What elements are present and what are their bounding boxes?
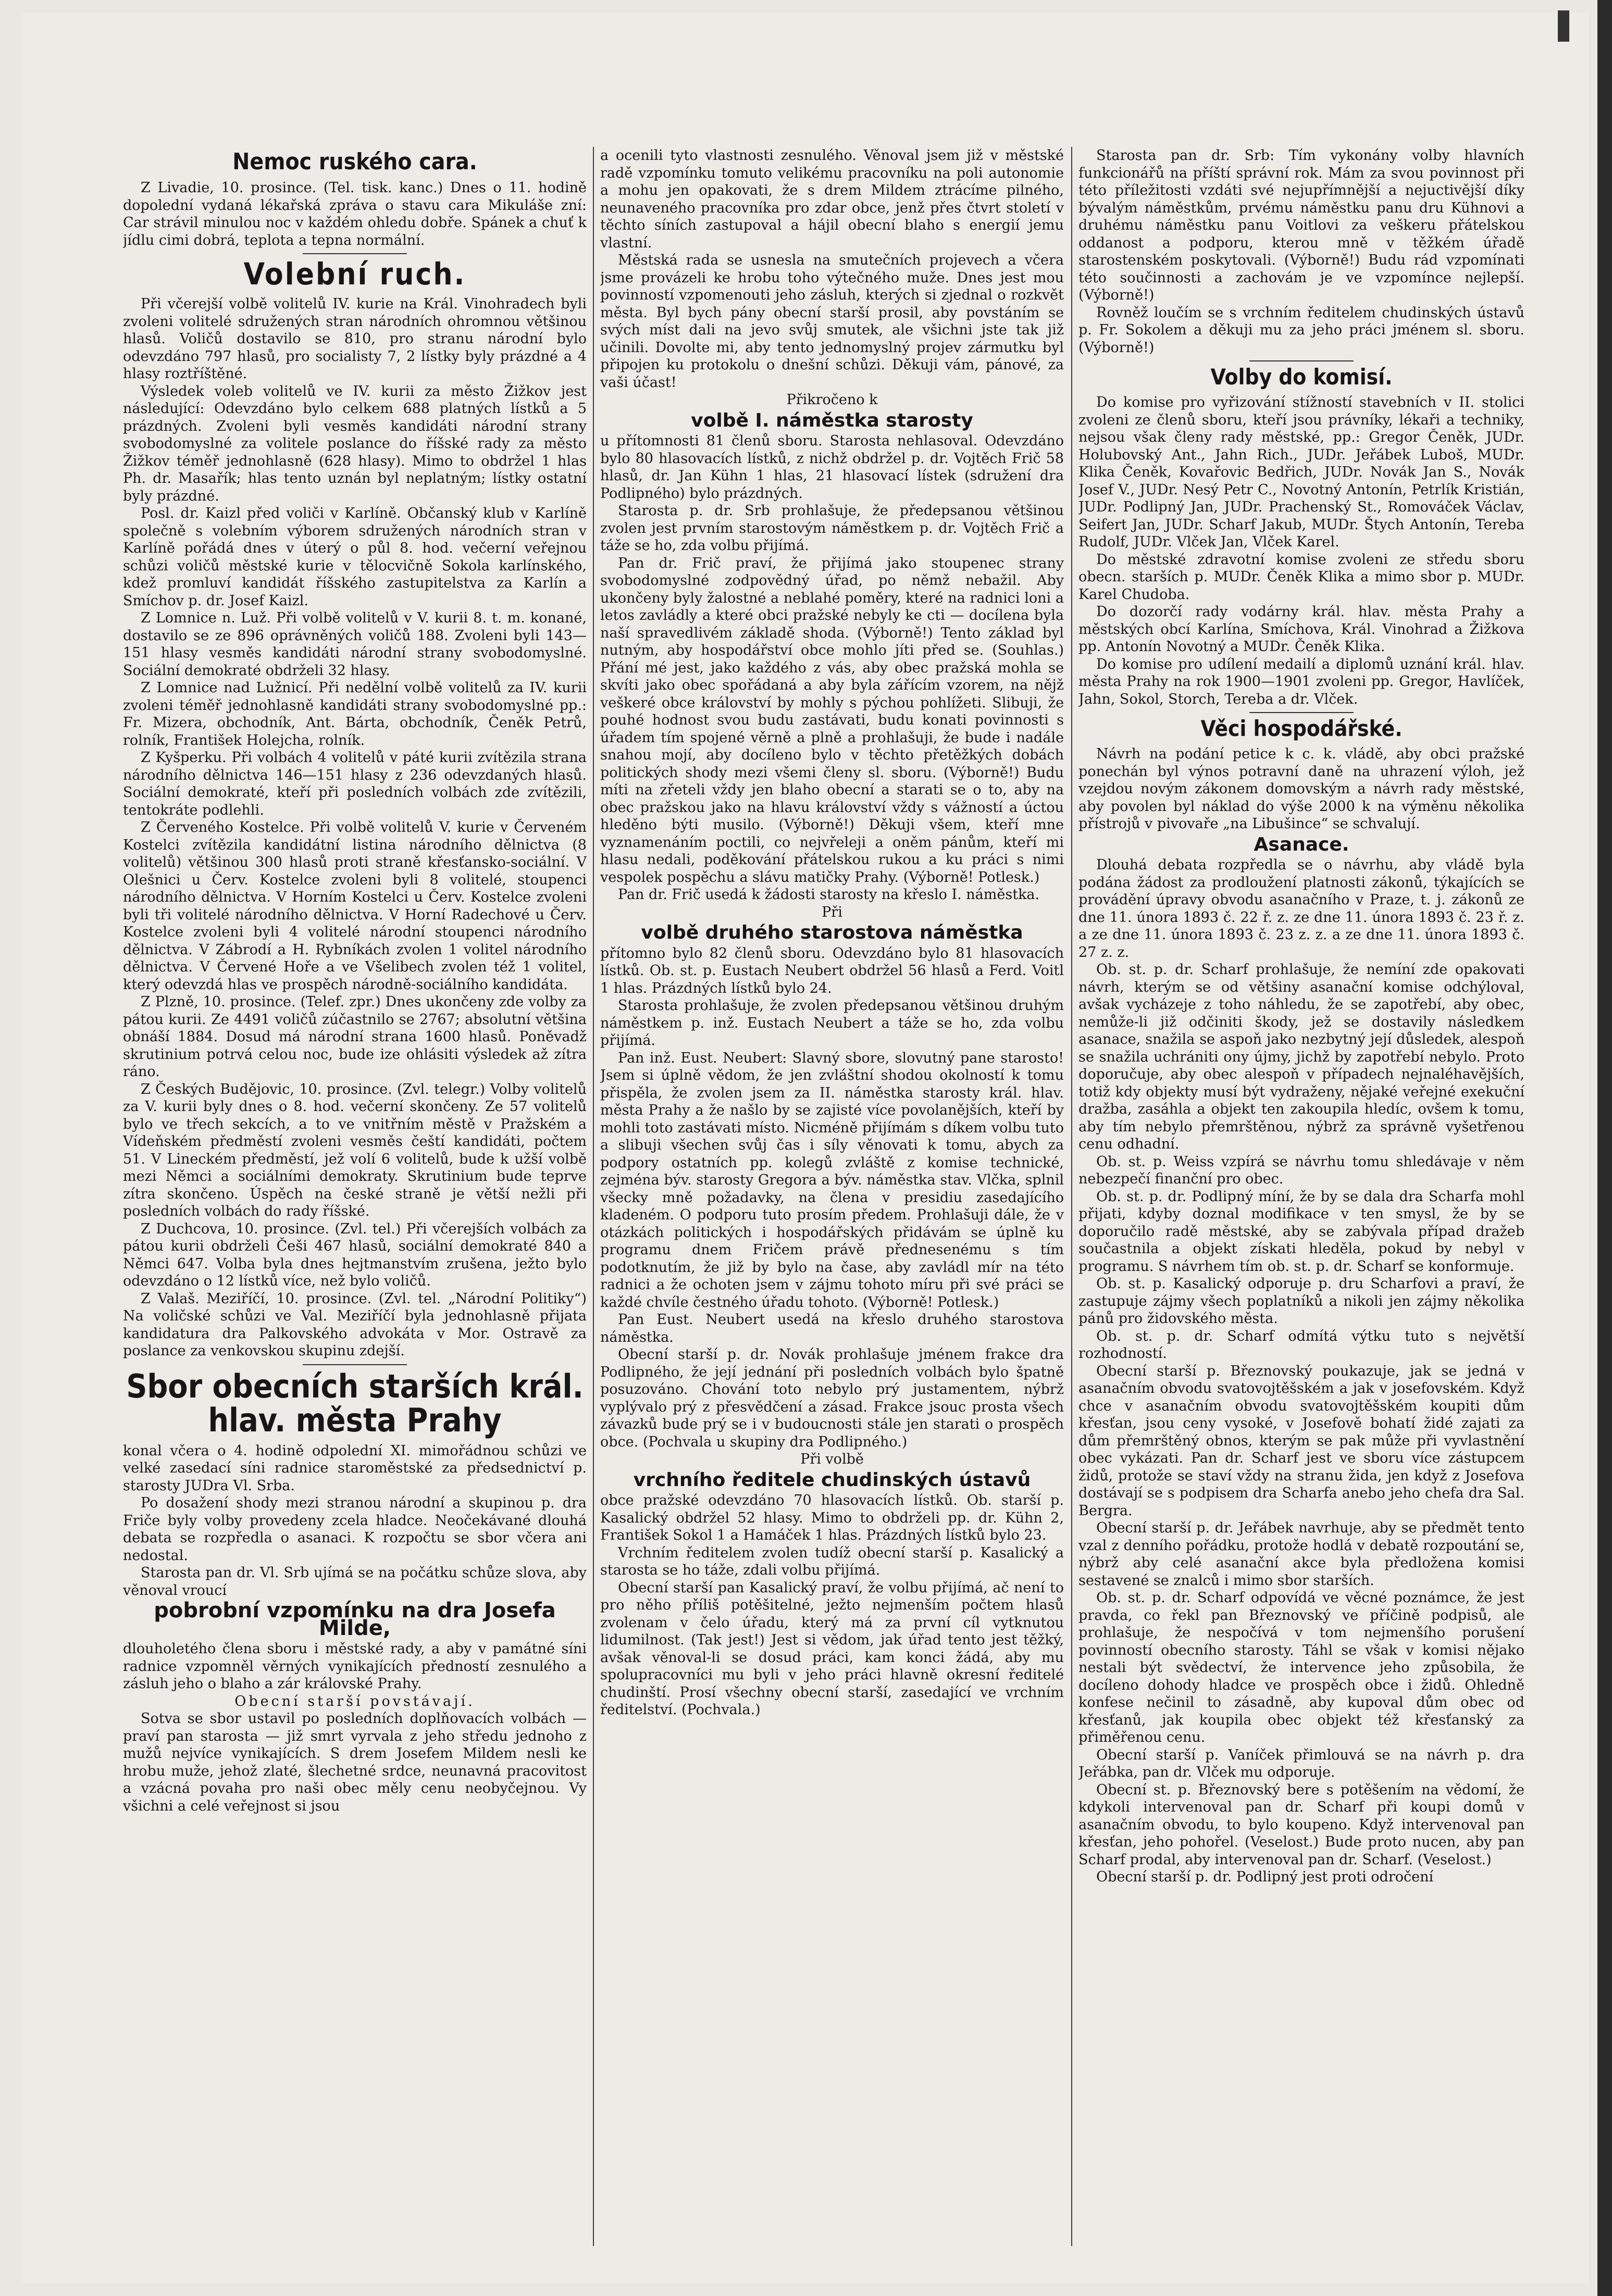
article-paragraph: Ob. st. p. dr. Podlipný míní, že by se dala dra Scharfa mohl přijati, kdyby doznal modifikace v ten smysl, že by se doporučilo radě městské, aby se zabývala případ dražeb součastnila a objekt získati hleděla, pokud by nebyl v programu. S návrhem tím ob. st. p. dr. Scharf se konformuje. — [1078, 1188, 1524, 1275]
article-paragraph: dlouholetého člena sboru i městské rady, a aby v památné síni radnice vzpomněl věrných vynikajících předností zesnulého a zásluh jeho o blaho a zár královské Prahy. — [123, 1641, 587, 1692]
article-paragraph: Po dosažení shody mezi stranou národní a skupinou p. dra Friče byly volby provedeny zcela hladce. Neočekávané dlouhá debata se rozpředla o asanaci. K rozpočtu se sbor včera ani nedostal. — [123, 1495, 587, 1564]
article-paragraph: Obecní starší pan Kasalický praví, že volbu přijímá, ač není to pro něho příliš potěšitelné, ježto nejmenším počtem hlasů zvolenam v čelo úřadu, který má za první cíl vytknutou lidumilnost. (Tak jest!) Jest si vědom, jak úřad tento jest těžký, avšak věnoval-li se dosud práci, kam konci žádá, aby mu spolupracovníci mu byli v jeho práci hlavně okresní ředitelé chudinští. Prosí všechny obecní starší, zasedající ve vrchním ředitelství. (Pochvala.) — [600, 1579, 1064, 1718]
article-paragraph: Ob. st. p. dr. Scharf prohlašuje, že nemíní zde opakovati návrh, kterým se od většiny asanační komise odchýloval, avšak vycházeje z toho náhledu, že se zapotřebí, aby obec, nemůže-li již odčiniti škody, jež se dostavily následkem asanace, snažila se aspoň jako nezbytný její důsledek, alespoň se snažila uchrániti ony újmy, jichž by zapotřebí nebylo. Proto doporučuje, aby obec alespoň v případech nejnaléhavějších, totiž kdy objekty musí být vydraženy, nějaké veřejné exekuční dražba, zasáhla a objekt ten zakoupila hledíc, ovšem k tomu, aby tím nebylo přemrštěnou, nýbrž za správně vyšetřenou cenu odhadní. — [1078, 962, 1524, 1153]
article-paragraph: Městská rada se usnesla na smutečních projevech a včera jsme provázeli ke hrobu toho výtečného muže. Dnes jest mou povinností vzpomenouti jeho zásluh, kterých si zjednal o rozkvět města. Byl bych pány obecní starší prosil, aby povstáním se svých míst dali na jevo svůj smutek, ale všichni jste tak již učinili. Dovolte mi, aby tento jednomyslný projev zármutku byl připojen ku protokolu o dnešní schůzi. Děkuji vám, pánové, za vaši účast! — [600, 252, 1064, 391]
article-paragraph: Do dozorčí rady vodárny král. hlav. města Prahy a městských obcí Karlína, Smíchova, Král. Vinohrad a Žižkova pp. Antonín Novotný a MUDr. Čeněk Klika. — [1078, 604, 1524, 655]
subhead-milde: pobrobní vzpomínku na dra Josefa Milde, — [154, 1599, 556, 1640]
article-paragraph: Návrh na podání petice k c. k. vládě, aby obci pražské ponechán byl výnos potravní daně na uhrazení výloh, jež vzejdou novým zákonem domovským a návrh rady městské, aby povolen byl náklad do výše 2000 k na výměnu několika přístrojů v pivovaře „na Libušince“ se schvalují. — [1078, 746, 1524, 832]
article-paragraph: Z Lomnice nad Lužnicí. Při nedělní volbě volitelů za IV. kurii zvoleni téměř jednohlasně kandidáti strany svobodomyslné pp.: Fr. Mizera, obchodník, Ant. Bárta, obchodník, Čeněk Petrů, rolník, František Holejcha, rolník. — [123, 680, 587, 748]
article-paragraph: Vrchním ředitelem zvolen tudíž obecní starší p. Kasalický a starosta se ho táže, zdali volbu přijímá. — [600, 1544, 1064, 1578]
subhead-volba-2: volbě druhého starostova náměstka — [641, 922, 1023, 943]
subhead-asanace: Asanace. — [1254, 833, 1349, 855]
article-paragraph: Obecní starší p. Březnovský poukazuje, jak se jedná v asanačním obvodu svatovojtěšském a jak v josefovském. Když chce v asanačním obvodu svatovojtěšském koupiti dům křesťan, jsou ceny vysoké, v Josefově bohatí židé zajati za dům přemrštěný obnos, kterým se pak může při vyvlastnění obec vykázati. Pan dr. Scharf jest ve sboru více zástupcem židů, protože se staví vždy na stranu žida, jen když z Josefova dostávají se s podpisem dra Scharfa anebo jeho chefa dra Sal. Bergra. — [1078, 1363, 1524, 1519]
headline-sbor: Sbor obecních starších král. hlav. města Prahy — [126, 1367, 584, 1439]
article-paragraph: Při včerejší volbě volitelů IV. kurie na Král. Vinohradech byli zvoleni volitelé sdružených stran národních ohromnou většinou hlasů. Voličů dostavilo se 810, pro stranu národní bylo odevzdáno 797 hlasů, pro socialisty 7, 2 lístky byly prázdné a 4 hlasy roztříštěné. — [123, 296, 587, 382]
subhead-reditel: vrchního ředitele chudinských ústavů — [633, 1469, 1031, 1491]
article-paragraph: Ob. st. p. Weiss vzpírá se návrhu tomu shledávaje v něm nebezpečí finanční pro obec. — [1078, 1153, 1524, 1188]
divider — [303, 253, 407, 254]
article-paragraph: Přikročeno k — [786, 392, 878, 408]
article-paragraph: Starosta pan dr. Srb: Tím vykonány volby hlavních funkcionářů na příští správní rok. Mám za svou povinnost při této příležitosti vzdáti své nejupřímnější a nejuctivější díky bývalým náměstkům, prvému náměstku panu dru Kühnovi a druhému náměstku panu Voitlovi za veškeru přátelskou oddanost a podporu, kterou mně v těžkém úřadě starostenském poskytovali. (Výborně!) Budu rád vzpomínati této součinnosti a zachovám je ve vzpomínce nejlepší. (Výborně!) — [1078, 147, 1524, 303]
article-paragraph: Do městské zdravotní komise zvoleni ze středu sboru obecn. starších p. MUDr. Čeněk Klika a mimo sbor p. MUDr. Karel Chudoba. — [1078, 551, 1524, 603]
article-paragraph: Obecní starší p. Vaníček přimlouvá se na návrh p. dra Jeřábka, pan dr. Vlček mu odporuje. — [1078, 1746, 1524, 1781]
article-paragraph: Starosta p. dr. Srb prohlašuje, že předepsanou většinou zvolen jest prvním starostovým náměstkem p. dr. Vojtěch Frič a táže se ho, zda volbu přijímá. — [600, 503, 1064, 554]
headline-veci-hospodarske: Věci hospodářské. — [1200, 716, 1403, 742]
article-paragraph: Při volbě — [800, 1451, 864, 1467]
article-paragraph: Z Livadie, 10. prosince. (Tel. tisk. kanc.) Dnes o 11. hodině dopolední vydaná lékařská zpráva o stavu cara Mikuláše zní: Car strávil minulou noc v každém ohledu dobře. Spánek a chuť k jídlu cimi dobrá, teplota a tepna normální. — [123, 180, 587, 248]
article-paragraph: Obecní st. p. Březnovský bere s potěšením na vědomí, že kdykoli intervenoval pan dr. Scharf při koupi domů v asanačním obvodu, to bylo koupeno. Když intervenoval pan křesťan, jeho pohořel. (Veselost.) Bude proto nucen, aby pan Scharf prodal, aby intervenoval pan dr. Scharf. (Veselost.) — [1078, 1781, 1524, 1868]
article-paragraph: konal včera o 4. hodině odpolední XI. mimořádnou schůzi ve velké zasedací síni radnice staroměstské za předsednictví p. starosty JUDra Vl. Srba. — [123, 1442, 587, 1494]
article-paragraph: Ob. st. p. dr. Scharf odpovídá ve věcné poznámce, že jest pravda, co řekl pan Březnovský ve příčině podpisů, ale prohlašuje, že nespočívá v tom nejmenšího porušení povinností obecního starosty. Táhl se však v komisi nějako nestali být svědectví, že intervence jeho způsobila, že docíleno dohody hladce ve prospěch obce i židů. Ohledně konfese nečinil to zásadně, aby kupoval dům obec od křesťanů, jak koupila obec objekt též křesťanský za přiměřenou cenu. — [1078, 1590, 1524, 1746]
divider — [1249, 712, 1354, 713]
scan-edge — [1597, 0, 1612, 2296]
article-paragraph: Z Lomnice n. Luž. Při volbě volitelů v V. kurii 8. t. m. konané, dostavilo se ze 896 oprávněných voličů 188. Zvoleni byli 143—151 hlasy vesměs kandidáti národní strany svobodomyslné. Sociální demokraté obdrželi 32 hlasy. — [123, 610, 587, 679]
headline-cara: Nemoc ruského cara. — [232, 148, 477, 175]
article-paragraph: Do komise pro udílení medailí a diplomů uznání král. hlav. města Prahy na rok 1900—1901 zvoleni pp. Gregor, Havlíček, Jahn, Sokol, Storch, Tereba a dr. Vlček. — [1078, 656, 1524, 707]
column-2 — [600, 147, 1064, 2251]
article-paragraph: Starosta prohlašuje, že zvolen předepsanou většinou druhým náměstkem p. inž. Eustach Neubert a táže se ho, zda volbu přijímá. — [600, 997, 1064, 1049]
article-paragraph: u přítomnosti 81 členů sboru. Starosta nehlasoval. Odevzdáno bylo 80 hlasovacích lístků, z nichž obdržel p. dr. Vojtěch Frič 58 hlasů, dr. Jan Kühn 1 hlas, 21 hlasovací lístek (sdružení dra Podlipného) bylo prázdných. — [600, 433, 1064, 502]
scan-mark — [1558, 10, 1569, 42]
column-1 — [123, 147, 587, 2251]
article-paragraph: Sotva se sbor ustavil po posledních doplňovacích volbách — praví pan starosta — již smrt vyrvala z jeho středu jednoho z mužů nejvíce vynikajících. S drem Josefem Mildem nesli ke hrobu muže, jehož zlaté, šlechetné srdce, neunavná pracovitost a vzácná povaha pro naši obec měly cenu neobyčejnou. Vy všichni a celé veřejnost si jsou — [123, 1711, 587, 1814]
article-paragraph: Rovněž loučím se s vrchním ředitelem chudinských ústavů p. Fr. Sokolem a děkuji mu za jeho práci jménem sl. sboru. (Výborně!) — [1078, 304, 1524, 356]
divider — [303, 1364, 407, 1365]
article-paragraph: Pan Eust. Neubert usedá na křeslo druhého starostova náměstka. — [600, 1312, 1064, 1345]
article-paragraph: Z Duchcova, 10. prosince. (Zvl. tel.) Při včerejších volbách za pátou kurii obdrželi Češi 467 hlasů, sociální demokraté 840 a Němci 647. Volba byla dnes hejtmanstvím zrušena, ježto bylo odevzdáno o 12 lístků více, než bylo voličů. — [123, 1220, 587, 1290]
article-paragraph: Ob. st. p. Kasalický odporuje p. dru Scharfovi a praví, že zastupuje zájmy všech poplatníků a nikoli jen zájmy několika pánů pro židovského města. — [1078, 1276, 1524, 1327]
column-rule-1 — [593, 147, 594, 2246]
article-paragraph: a ocenili tyto vlastnosti zesnulého. Věnoval jsem již v městské radě vzpomínku tomuto velikému pracovníku na poli autonomie a mohu jen opakovati, že s drem Mildem ztrácíme pilného, neunaveného pracovníka pro zdar obce, jenž přes čtvrt století v těchto síních zastupoval a hájil obecní blaho s energií jemu vlastní. — [600, 147, 1064, 251]
article-paragraph: přítomno bylo 82 členů sboru. Odevzdáno bylo 81 hlasovacích lístků. Ob. st. p. Eustach Neubert obdržel 56 hlasů a Ferd. Voitl 1 hlas. Prázdných lístků bylo 24. — [600, 945, 1064, 996]
headline-volby-komisi: Volby do komisí. — [1210, 364, 1393, 390]
divider — [1249, 360, 1354, 361]
article-paragraph: Dlouhá debata rozpředla se o návrhu, aby vládě byla podána žádost za prodloužení platnosti zákonů, týkajících se provádění úpravy obvodu asanačního v Praze, t. j. zákonů ze dne 11. února 1893 č. 22 ř. z. ze dne 11. února 1893 č. 23 ř. z. a ze dne 11. února 1893 č. 23 z. z. a ze dne 11. února 1893 č. 27 z. z. — [1078, 857, 1524, 960]
article-paragraph: Pan inž. Eust. Neubert: Slavný sbore, slovutný pane starosto! Jsem si úplně vědom, že jen zvláštní shodou okolností k tomu přispěla, že zvolen jsem za II. náměstka starosty král. hlav. města Prahy a že našlo by se zajisté více povolanějších, kteří by mohli toto zastávati místo. Nicméně přijímám s díkem volbu tuto a slibuji všechen svůj čas i síly věnovati k tomu, abych za podpory ostatních pp. kolegů zvláště z komise technické, zejména býv. starosty Gregora a býv. náměstka stav. Vlčka, splnil všecky mně požadavky, na člena v presidiu zasedajícího kladeném. O podporu tuto prosím předem. Prohlašuji dále, že v otázkách politických i hospodářských přidávám se úplně ku programu dnem Fričem právě přednesenému s tím podotknutím, že již by bylo na čase, aby zavládl mír na této radnici a že ochoten jsem v zájmu tohoto míru při své práci se každé chvíle čestného úřadu tohoto. (Výborně! Potlesk.) — [600, 1050, 1064, 1311]
article-paragraph: Z Plzně, 10. prosince. (Telef. zpr.) Dnes ukončeny zde volby za pátou kurii. Ze 4491 voličů zúčastnilo se 2767; absolutní většina obnáší 1884. Dosud má národní strana 1600 hlasů. Poněvadž skrutinium potrvá celou noc, bude ize ohlásiti výsledek až zítra ráno. — [123, 994, 587, 1080]
column-3 — [1078, 147, 1524, 2251]
article-paragraph: Ob. st. p. dr. Scharf odmítá výtku tuto s největší rozhodností. — [1078, 1328, 1524, 1362]
article-paragraph: Obecní starší povstávají. — [234, 1693, 475, 1709]
article-paragraph: Z Kyšperku. Při volbách 4 volitelů v páté kurii zvítězila strana národního dělnictva 146—151 hlasy z 236 odevzdaných hlasů. Sociální demokraté, kteří při posledních volbách zde zvítězili, tentokráte podlehli. — [123, 750, 587, 818]
article-paragraph: Z Českých Budějovic, 10. prosince. (Zvl. telegr.) Volby volitelů za V. kurii byly dnes o 8. hod. večerní skončeny. Ze 57 volitelů bylo ve třech sekcích, a to ve vnitřním městě v Pražském a Vídeňském předměstí zvoleni vesměs čeští kandidáti, počtem 51. V Lineckém předměstí, jež volí 6 volitelů, bude k užší volbě mezi Němci a sociálními demokraty. Skrutinium bude teprve zítra skončeno. Úspěch na české straně je větší nežli při posledních volbách do rady říšské. — [123, 1081, 587, 1220]
article-paragraph: Obecní starší p. dr. Novák prohlašuje jménem frakce dra Podlipného, že její jednání při posledních volbách bylo špatně posuzováno. Chování toto nebylo prý justamentem, nýbrž vyplývalo prý z přesvědčení a zásad. Frakce jsouc prosta všech závazků bude prý se i v budoucnosti stále jen starati o prospěch obce. (Pochvala u skupiny dra Podlipného.) — [600, 1346, 1064, 1450]
article-paragraph: Pan dr. Frič praví, že přijímá jako stoupenec strany svobodomyslné zodpovědný úřad, po němž nebažil. Aby ukončeny byly žalostné a neblahé poměry, které na radnici loni a letos zavládly a které obci pražské nebyly ke cti — docílena byla naší spravedlivém základě shoda. (Výborně!) Tento základ byl nutným, aby hospodářství obce mohlo jíti před se. (Souhlas.) Přání mé jest, jako každého z vás, aby obec pražská mohla se skvíti jako obec spořádaná a aby byla zářícím vzorem, na nějž veškeré obce království by mohly s pýchou pohlížeti. Slibuji, že pouhé hodnost svou budu zastávati, budu konati povinnosti s úřadem tím spojené věrně a plně a prohlašuji, že bude i nadále snahou mojí, aby docíleno bylo v těchto přetěžkých dobách politických shody mezi všemi členy sl. sboru. (Výborně!) Budu míti na zřeteli vždy jen blaho obecní a starati se o to, aby na obec pražskou jako na hlavu království vždy s vážností a úctou hleděno býti musilo. (Výborně!) Děkuji všem, kteří mne vyznamenáním poctili, co nejvřeleji a oněm pánům, kteří mi hlasu nedali, poděkování přátelskou rukou a ku práci s nimi vespolek pospěchu a slávu matičky Prahy. (Výborně! Potlesk.) — [600, 555, 1064, 885]
subhead-volba-1: volbě I. náměstka starosty — [691, 409, 973, 431]
article-paragraph: Starosta pan dr. Vl. Srb ujímá se na počátku schůze slova, aby věnoval vroucí — [123, 1565, 587, 1599]
headline-volebni-ruch: Volební ruch. — [243, 256, 466, 292]
article-paragraph: Pan dr. Frič usedá k žádosti starosty na křeslo I. náměstka. — [618, 887, 1040, 903]
article-paragraph: Do komise pro vyřizování stížností stavebních v II. stolici zvoleni ze členů sboru, kteří jsou právníky, lékaři a techniky, nejsou však členy rady městské, pp.: Gregor Čeněk, JUDr. Holubovský Ant., Jahn Rich., JUDr. Jeřábek Luboš, MUDr. Klika Čeněk, Kovařovic Bedřich, JUDr. Novák Jan S., Novák Josef V., JUDr. Nesý Petr C., Novotný Antonín, Petrlík Kristián, JUDr. Podlipný Jan, JUDr. Prachenský St., Romováček Václav, Seifert Jan, JUDr. Scharf Jakub, MUDr. Štych Antonín, Tereba Rudolf, JUDr. Vlček Jan, Vlček Karel. — [1078, 394, 1524, 551]
article-paragraph: Obecní starší p. dr. Podlipný jest proti odročení — [1096, 1869, 1434, 1886]
article-paragraph: Při — [822, 904, 842, 920]
article-paragraph: Z Červeného Kostelce. Při volbě volitelů V. kurie v Červeném Kostelci zvítězila kandidátní listina národního dělnictva (8 volitelů) většinou 300 hlasů proti straně křesťansko-sociální. V Olešnici u Červ. Kostelce zvoleni byli 8 volitelé, stoupenci národního dělnictva. V Horním Kostelci u Červ. Kostelce zvoleni byli tři volitelé národního dělnictva. V Horní Radechové u Červ. Kostelce zvoleni byli 4 volitelé národní stoupenci národního dělnictva. V Zábrodí a H. Rybníkách zvolen 1 volitel národního dělnictva. V Červené Hoře a ve Všelibech zvolen též 1 volitel, který odevzdá hlas ve prospěch národně-sociálního kandidáta. — [123, 819, 587, 993]
article-paragraph: obce pražské odevzdáno 70 hlasovacích lístků. Ob. starší p. Kasalický obdržel 52 hlasy. Mimo to obdrželi pp. dr. Kühn 2, František Sokol 1 a Hamáček 1 hlas. Prázdných lístků bylo 23. — [600, 1492, 1064, 1543]
article-paragraph: Obecní starší p. dr. Jeřábek navrhuje, aby se předmět tento vzal z denního pořádku, protože hodlá v debatě rozpoutání se, nýbrž aby celé asanační akce byla předložena komisi sestavené se znalců i mimo sbor starších. — [1078, 1520, 1524, 1589]
article-paragraph: Z Valaš. Meziříčí, 10. prosince. (Zvl. tel. „Národní Politiky“) Na voličské schůzi ve Val. Meziříčí byla jednohlasně přijata kandidatura dra Palkovského advokáta v Mor. Ostravě za poslance za venkovskou skupinu zdejší. — [123, 1290, 587, 1359]
article-paragraph: Výsledek voleb volitelů ve IV. kurii za město Žižkov jest následující: Odevzdáno bylo celkem 688 platných lístků a 5 prázdných. Zvoleni byli vesměs kandidáti národní strany svobodomyslné za volitele poslance do říšské rady za město Žižkov téměř jednohlasně (628 hlasy). Mimo to obdržel 1 hlas Ph. dr. Masařík; hlas tento uznán byl neplatným; lístky ostatní byly prázdné. — [123, 383, 587, 504]
article-paragraph: Posl. dr. Kaizl před voliči v Karlíně. Občanský klub v Karlíně společně s volebním výborem sdružených národních stran v Karlíně pořádá dnes v úterý o půl 8. hod. večerní veřejnou schůzi voličů městské kurie v tělocvičně Sokola karlínského, kdež promluví kandidát říšského zastupitelstva za Karlín a Smíchov p. dr. Josef Kaizl. — [123, 505, 587, 609]
column-rule-2 — [1071, 147, 1072, 2246]
